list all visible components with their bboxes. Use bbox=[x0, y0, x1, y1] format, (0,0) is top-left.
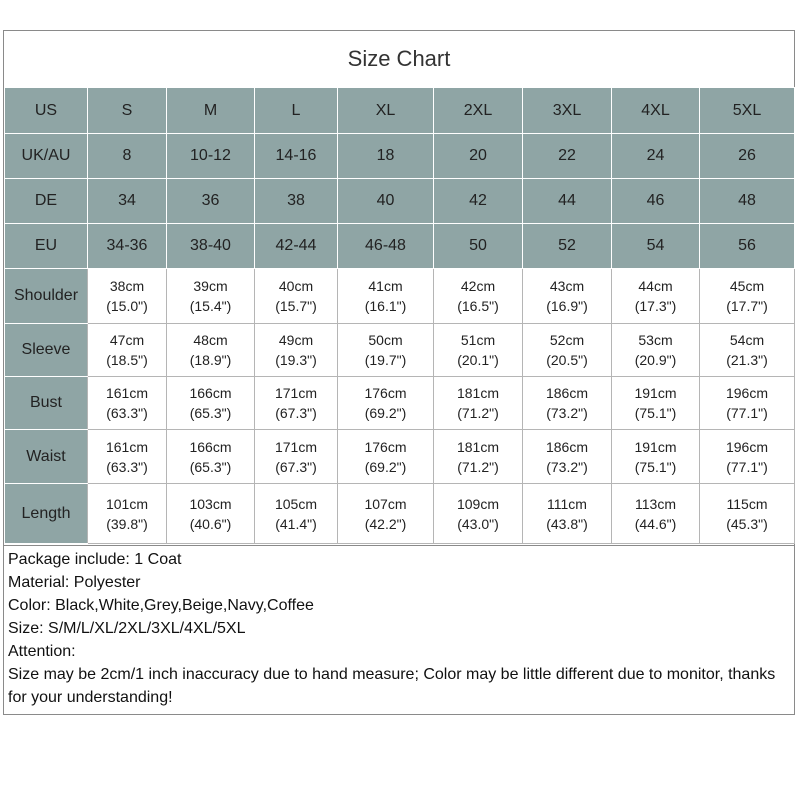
measurement-inch: (73.2") bbox=[546, 405, 588, 421]
measurement-inch: (73.2") bbox=[546, 458, 588, 475]
measurement-cm: 113cm bbox=[635, 495, 676, 512]
size-cell: 36 bbox=[167, 179, 255, 224]
measurement-cm: 43cm bbox=[549, 278, 585, 294]
measurement-cell bbox=[338, 269, 434, 324]
row-label: UK/AU bbox=[5, 134, 88, 179]
measurement-cm: 107cm bbox=[364, 495, 407, 512]
row-label: Sleeve bbox=[5, 324, 88, 377]
measurement-cell bbox=[523, 430, 612, 484]
measurement-cm: 109cm bbox=[456, 495, 500, 512]
note-size: Size: S/M/L/XL/2XL/3XL/4XL/5XL bbox=[8, 620, 246, 637]
measurement-inch: (71.2") bbox=[457, 458, 499, 475]
size-cell: 38-40 bbox=[167, 224, 255, 269]
measurement-inch: (16.9") bbox=[546, 298, 588, 314]
measurement-inch: (65.3") bbox=[189, 405, 232, 421]
measurement-cell bbox=[88, 269, 167, 324]
size-cell: 8 bbox=[88, 134, 167, 179]
measurement-cell bbox=[167, 269, 255, 324]
measurement-cell bbox=[700, 269, 795, 324]
measurement-inch: (18.9") bbox=[189, 352, 232, 368]
measurement-cm: 176cm bbox=[364, 438, 407, 455]
product-notes bbox=[4, 545, 794, 714]
measurement-inch: (63.3") bbox=[106, 405, 148, 421]
size-cell: 4XL bbox=[612, 88, 700, 134]
measurement-cell bbox=[255, 269, 338, 324]
size-cell: 20 bbox=[434, 134, 523, 179]
measurement-inch: (17.3") bbox=[634, 298, 677, 314]
size-cell: 42-44 bbox=[255, 224, 338, 269]
measurement-cm: 39cm bbox=[193, 278, 228, 294]
row-label: DE bbox=[5, 179, 88, 224]
size-cell: S bbox=[88, 88, 167, 134]
measurement-cell bbox=[523, 484, 612, 544]
measurement-inch: (17.7") bbox=[726, 298, 768, 314]
size-cell: 50 bbox=[434, 224, 523, 269]
size-cell: 42 bbox=[434, 179, 523, 224]
measurement-inch: (75.1") bbox=[634, 405, 677, 421]
measurement-cell bbox=[167, 324, 255, 377]
measurement-inch: (19.7") bbox=[364, 352, 407, 368]
measurement-cm: 181cm bbox=[456, 385, 500, 401]
measurement-inch: (42.2") bbox=[364, 515, 407, 532]
measurement-row bbox=[5, 484, 795, 544]
size-cell: 56 bbox=[700, 224, 795, 269]
size-cell: 3XL bbox=[523, 88, 612, 134]
size-row bbox=[5, 88, 795, 134]
measurement-cm: 186cm bbox=[545, 385, 589, 401]
measurement-cm: 38cm bbox=[109, 278, 145, 294]
measurement-cell bbox=[338, 324, 434, 377]
measurement-cell bbox=[612, 484, 700, 544]
size-cell: XL bbox=[338, 88, 434, 134]
measurement-inch: (65.3") bbox=[189, 458, 232, 475]
measurement-cell bbox=[167, 377, 255, 430]
measurement-cm: 54cm bbox=[729, 332, 765, 348]
measurement-cell bbox=[88, 430, 167, 484]
measurement-inch: (20.9") bbox=[634, 352, 677, 368]
size-cell: 46 bbox=[612, 179, 700, 224]
measurement-cm: 176cm bbox=[364, 385, 407, 401]
note-color: Color: Black,White,Grey,Beige,Navy,Coffee bbox=[8, 597, 314, 614]
measurement-cm: 191cm bbox=[634, 385, 677, 401]
size-cell: 18 bbox=[338, 134, 434, 179]
measurement-inch: (71.2") bbox=[457, 405, 499, 421]
size-cell: 34-36 bbox=[88, 224, 167, 269]
measurement-cell bbox=[434, 484, 523, 544]
note-material: Material: Polyester bbox=[8, 574, 141, 591]
measurement-cell bbox=[434, 377, 523, 430]
size-cell: 54 bbox=[612, 224, 700, 269]
measurement-cell bbox=[612, 269, 700, 324]
measurement-cm: 161cm bbox=[105, 385, 149, 401]
size-cell: 34 bbox=[88, 179, 167, 224]
size-cell: 24 bbox=[612, 134, 700, 179]
measurement-cm: 171cm bbox=[274, 385, 318, 401]
measurement-cm: 42cm bbox=[460, 278, 496, 294]
measurement-inch: (69.2") bbox=[364, 458, 407, 475]
size-cell: 14-16 bbox=[255, 134, 338, 179]
measurement-cm: 186cm bbox=[545, 438, 589, 455]
measurement-cm: 196cm bbox=[725, 385, 769, 401]
chart-title: Size Chart bbox=[4, 31, 794, 88]
measurement-cm: 50cm bbox=[368, 332, 403, 348]
measurement-inch: (44.6") bbox=[634, 515, 677, 532]
measurement-inch: (77.1") bbox=[726, 405, 768, 421]
measurement-cm: 40cm bbox=[278, 278, 314, 294]
measurement-cm: 161cm bbox=[105, 438, 149, 455]
measurement-inch: (16.5") bbox=[457, 298, 499, 314]
measurement-cell bbox=[338, 430, 434, 484]
size-cell: 26 bbox=[700, 134, 795, 179]
measurement-cm: 115cm bbox=[726, 495, 768, 512]
measurement-cm: 49cm bbox=[278, 332, 314, 348]
size-cell: L bbox=[255, 88, 338, 134]
measurement-cell bbox=[167, 430, 255, 484]
size-cell: 48 bbox=[700, 179, 795, 224]
size-cell: 10-12 bbox=[167, 134, 255, 179]
measurement-inch: (45.3") bbox=[726, 515, 768, 532]
row-label: Waist bbox=[5, 430, 88, 484]
measurement-inch: (15.7") bbox=[275, 298, 317, 314]
measurement-row bbox=[5, 269, 795, 324]
measurement-cell bbox=[700, 430, 795, 484]
measurement-cm: 41cm bbox=[368, 278, 403, 294]
measurement-cell bbox=[612, 430, 700, 484]
measurement-cm: 105cm bbox=[274, 495, 318, 512]
size-cell: 5XL bbox=[700, 88, 795, 134]
measurement-cm: 44cm bbox=[638, 278, 673, 294]
measurement-cell bbox=[434, 269, 523, 324]
measurement-inch: (20.5") bbox=[546, 352, 588, 368]
size-row bbox=[5, 134, 795, 179]
row-label: Bust bbox=[5, 377, 88, 430]
measurement-cell bbox=[255, 484, 338, 544]
size-cell: 44 bbox=[523, 179, 612, 224]
row-label: Length bbox=[5, 484, 88, 544]
measurement-inch: (19.3") bbox=[275, 352, 317, 368]
measurement-inch: (15.4") bbox=[189, 298, 232, 314]
measurement-cm: 45cm bbox=[729, 278, 765, 294]
measurement-cm: 191cm bbox=[634, 438, 677, 455]
measurement-inch: (39.8") bbox=[106, 515, 148, 532]
measurement-inch: (69.2") bbox=[364, 405, 407, 421]
measurement-inch: (18.5") bbox=[106, 352, 148, 368]
measurement-inch: (41.4") bbox=[275, 515, 317, 532]
measurement-cell bbox=[255, 430, 338, 484]
measurement-cell bbox=[338, 377, 434, 430]
row-label: EU bbox=[5, 224, 88, 269]
size-cell: 46-48 bbox=[338, 224, 434, 269]
size-cell: 22 bbox=[523, 134, 612, 179]
measurement-inch: (40.6") bbox=[189, 515, 232, 532]
measurement-inch: (43.8") bbox=[546, 515, 588, 532]
measurement-cell bbox=[434, 324, 523, 377]
measurement-cell bbox=[700, 484, 795, 544]
measurement-cell bbox=[700, 324, 795, 377]
measurement-inch: (67.3") bbox=[275, 405, 317, 421]
size-cell: 52 bbox=[523, 224, 612, 269]
measurement-cell bbox=[88, 484, 167, 544]
measurement-row bbox=[5, 324, 795, 377]
measurement-cell bbox=[612, 324, 700, 377]
size-row bbox=[5, 224, 795, 269]
measurement-cm: 181cm bbox=[456, 438, 500, 455]
measurement-cell bbox=[523, 324, 612, 377]
measurement-cm: 111cm bbox=[547, 495, 587, 512]
size-cell: 40 bbox=[338, 179, 434, 224]
note-attention: Attention: bbox=[8, 643, 76, 660]
size-cell: 38 bbox=[255, 179, 338, 224]
measurement-cell bbox=[88, 324, 167, 377]
measurement-inch: (20.1") bbox=[457, 352, 499, 368]
measurement-cell bbox=[167, 484, 255, 544]
measurement-row bbox=[5, 430, 795, 484]
measurement-cell bbox=[523, 377, 612, 430]
measurement-cm: 101cm bbox=[105, 495, 149, 512]
measurement-cm: 51cm bbox=[460, 332, 496, 348]
size-table bbox=[4, 87, 795, 544]
size-cell: 2XL bbox=[434, 88, 523, 134]
measurement-cm: 103cm bbox=[189, 495, 232, 512]
measurement-cell bbox=[700, 377, 795, 430]
measurement-cell bbox=[523, 269, 612, 324]
measurement-cm: 166cm bbox=[189, 385, 232, 401]
measurement-cell bbox=[255, 377, 338, 430]
measurement-cell bbox=[338, 484, 434, 544]
measurement-inch: (77.1") bbox=[726, 458, 768, 475]
measurement-cell bbox=[88, 377, 167, 430]
measurement-inch: (75.1") bbox=[634, 458, 677, 475]
measurement-inch: (21.3") bbox=[726, 352, 768, 368]
measurement-cm: 47cm bbox=[109, 332, 145, 348]
measurement-cm: 171cm bbox=[274, 438, 318, 455]
measurement-cm: 196cm bbox=[725, 438, 769, 455]
measurement-cell bbox=[434, 430, 523, 484]
size-chart bbox=[3, 30, 795, 715]
size-cell: M bbox=[167, 88, 255, 134]
measurement-inch: (15.0") bbox=[106, 298, 148, 314]
measurement-inch: (67.3") bbox=[275, 458, 317, 475]
measurement-cm: 52cm bbox=[549, 332, 585, 348]
note-package: Package include: 1 Coat bbox=[8, 551, 182, 568]
measurement-cm: 53cm bbox=[638, 332, 673, 348]
measurement-cm: 48cm bbox=[193, 332, 228, 348]
row-label: Shoulder bbox=[5, 269, 88, 324]
measurement-cell bbox=[612, 377, 700, 430]
measurement-row bbox=[5, 377, 795, 430]
measurement-inch: (43.0") bbox=[457, 515, 499, 532]
row-label: US bbox=[5, 88, 88, 134]
measurement-cm: 166cm bbox=[189, 438, 232, 455]
size-row bbox=[5, 179, 795, 224]
measurement-inch: (16.1") bbox=[364, 298, 407, 314]
note-disclaimer: Size may be 2cm/1 inch inaccuracy due to hand measure; Color may be little different due to monitor, thanks for your understanding! bbox=[8, 666, 776, 706]
measurement-inch: (63.3") bbox=[106, 458, 148, 475]
measurement-cell bbox=[255, 324, 338, 377]
